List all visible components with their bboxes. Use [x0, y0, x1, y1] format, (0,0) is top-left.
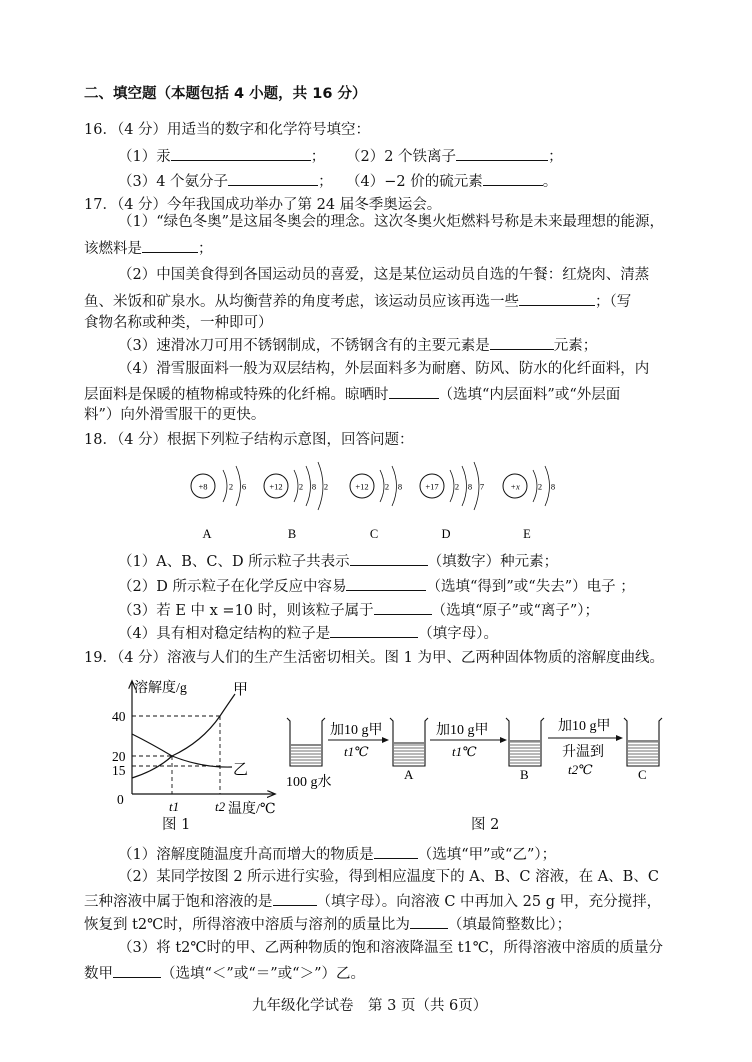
q19-blank3[interactable] [410, 913, 448, 929]
q19-stem: 19．（4 分）溶液与人们的生产生活密切相关。图 1 为甲、乙两种固体物质的溶解度曲线。 [84, 650, 664, 666]
shell-count: 2 [298, 481, 304, 492]
shell-count: 2 [537, 481, 543, 492]
step2-bottom: t1℃ [452, 744, 477, 759]
curve-label-yi: 乙 [233, 762, 249, 778]
page-footer: 九年级化学试卷 第 3 页（共 6页） [252, 998, 488, 1014]
step3-bottom: t2℃ [568, 762, 593, 777]
q16-blank3[interactable] [228, 170, 318, 186]
q16-blank2[interactable] [456, 145, 548, 161]
particle-label: B [287, 527, 297, 541]
q19-item3b: 数甲 （选填“＜”或“＝”或“＞”）乙。 [84, 962, 365, 984]
particle-diagram [185, 450, 570, 548]
figure2-caption: 图 2 [471, 817, 500, 833]
particle-label: C [369, 527, 379, 541]
nucleus-label: +8 [198, 481, 208, 492]
nucleus-label: +12 [355, 481, 369, 492]
q17-p3: （3）速滑冰刀可用不锈钢制成，不锈钢含有的主要元素是 元素； [118, 334, 597, 356]
shell-count: 7 [479, 481, 485, 492]
beaker-b [506, 718, 544, 782]
q18-stem: 18．（4 分）根据下列粒子结构示意图，回答问题： [84, 432, 414, 448]
beaker-experiment [280, 708, 680, 798]
q17-p4a: （4）滑雪服面料一般为双层结构，外层面料多为耐磨、防风、防水的化纤面料，内 [118, 361, 650, 377]
q16-blank1[interactable] [171, 145, 311, 161]
q16-item1: （1）汞 ； [118, 145, 325, 167]
q18-item2: （2）D 所示粒子在化学反应中容易 （选填“得到”或“失去”）电子 ； [118, 575, 635, 597]
q18-item4: （4）具有相对稳定结构的粒子是 （填字母）。 [118, 622, 498, 644]
q17-blank3[interactable] [490, 334, 554, 350]
beaker-label: A [404, 767, 414, 782]
nucleus-label: +17 [425, 481, 439, 492]
particle-a [191, 466, 246, 541]
q18-item3: （3）若 E 中 x =10 时，则该粒子属于 （选填“原子”或“离子”）； [118, 599, 599, 621]
x-tick-t1: t1 [169, 799, 180, 814]
step1-bottom: t1℃ [344, 744, 369, 759]
q18-blank2[interactable] [346, 575, 426, 591]
q18-blank1[interactable] [350, 550, 428, 566]
particle-label: A [202, 527, 212, 541]
q18-blank4[interactable] [330, 622, 418, 638]
q19-item2c: 恢复到 t2℃时，所得溶液中溶质与溶剂的质量比为 （填最简整数比）； [84, 913, 571, 935]
q17-blank1[interactable] [142, 237, 198, 253]
q16-item4: （4）−2 价的硫元素 。 [346, 170, 557, 192]
q16-blank4[interactable] [483, 170, 543, 186]
q18-blank3[interactable] [374, 599, 432, 615]
y-tick-40: 40 [112, 709, 126, 724]
shell-count: 2 [384, 481, 390, 492]
section-title: 二、填空题（本题包括 4 小题，共 16 分） [84, 86, 367, 102]
q16-item2: （2）2 个铁离子 ； [346, 145, 563, 167]
q16-item3: （3）4 个氨分子 ； [118, 170, 333, 192]
q17-p4b: 层面料是保暖的植物棉或特殊的化纤棉。晾晒时 （选填“内层面料”或“外层面 [84, 383, 620, 405]
particle-label: E [523, 527, 531, 541]
shell-count: 2 [228, 481, 234, 492]
q17-blank4[interactable] [389, 383, 439, 399]
q17-p2c: 食物名称或种类，一种即可） [84, 315, 273, 331]
curve-label-jia: 甲 [233, 682, 249, 698]
shell-count: 8 [467, 481, 473, 492]
shell-count: 6 [241, 481, 247, 492]
q19-item2a: （2）某同学按图 2 所示进行实验，得到相应温度下的 A、B、C 溶液，在 A、B、C [118, 869, 659, 885]
y-tick-15: 15 [112, 763, 126, 778]
y-axis-label: 溶解度/g [134, 681, 187, 696]
q19-blank1[interactable] [374, 843, 418, 859]
step1-top: 加10 g甲 [330, 723, 383, 738]
nucleus-label: +x [510, 481, 520, 492]
beaker-a [390, 718, 428, 782]
shell-count: 2 [454, 481, 460, 492]
step3-top: 加10 g甲 [558, 719, 611, 734]
beaker-c [624, 718, 662, 782]
particle-c [350, 466, 402, 541]
particle-e [503, 466, 555, 541]
q17-p1a: （1）“绿色冬奥”是这届冬奥会的理念。这次冬奥火炬燃料号称是未来最理想的能源， [118, 214, 665, 230]
q17-p2b: 鱼、米饭和矿泉水。从均衡营养的角度考虑，该运动员应该再选一些 ；（写 [84, 290, 631, 312]
q19-item1: （1）溶解度随温度升高而增大的物质是 （选填“甲”或“乙”）； [118, 843, 556, 865]
beaker-label: B [520, 767, 529, 782]
particle-label: D [441, 527, 451, 541]
y-tick-20: 20 [112, 749, 126, 764]
q18-item1: （1）A、B、C、D 所示粒子共表示 （填数字）种元素； [118, 550, 558, 572]
shell-count: 2 [323, 481, 329, 492]
q17-stem: 17．（4 分）今年我国成功举办了第 24 届冬季奥运会。 [84, 197, 442, 213]
q17-blank2[interactable] [519, 290, 595, 306]
particle-d [420, 462, 484, 541]
q17-p2a: （2）中国美食得到各国运动员的喜爱，这是某位运动员自选的午餐：红烧肉、清蒸 [118, 267, 650, 283]
x-axis-label: 温度/℃ [228, 802, 276, 817]
origin-label: 0 [117, 792, 124, 807]
q19-item3a: （3）将 t2℃时的甲、乙两种物质的饱和溶液降温至 t1℃，所得溶液中溶质的质量分 [118, 940, 663, 956]
q17-p1b: 该燃料是 ； [84, 237, 213, 259]
q17-p4c: 料”）向外滑雪服干的更快。 [84, 407, 266, 423]
q19-blank4[interactable] [113, 962, 161, 978]
shell-count: 8 [397, 481, 403, 492]
beaker-label: C [638, 767, 647, 782]
beaker-start [286, 718, 332, 790]
figure1-caption: 图 1 [162, 817, 191, 833]
step3-mid: 升温到 [562, 745, 604, 760]
q19-blank2[interactable] [273, 890, 317, 906]
shell-count: 8 [550, 481, 556, 492]
q16-stem: 16．（4 分）用适当的数字和化学符号填空： [84, 122, 371, 138]
step2-top: 加10 g甲 [436, 723, 489, 738]
q19-item2b: 三种溶液中属于饱和溶液的是 （填字母）。向溶液 C 中再加入 25 g 甲，充分搅拌， [84, 890, 661, 912]
shell-count: 8 [311, 481, 317, 492]
solubility-graph [102, 674, 292, 824]
x-tick-t2: t2 [215, 799, 226, 814]
start-label: 100 g水 [286, 775, 332, 790]
nucleus-label: +12 [269, 481, 283, 492]
particle-b [264, 462, 328, 541]
